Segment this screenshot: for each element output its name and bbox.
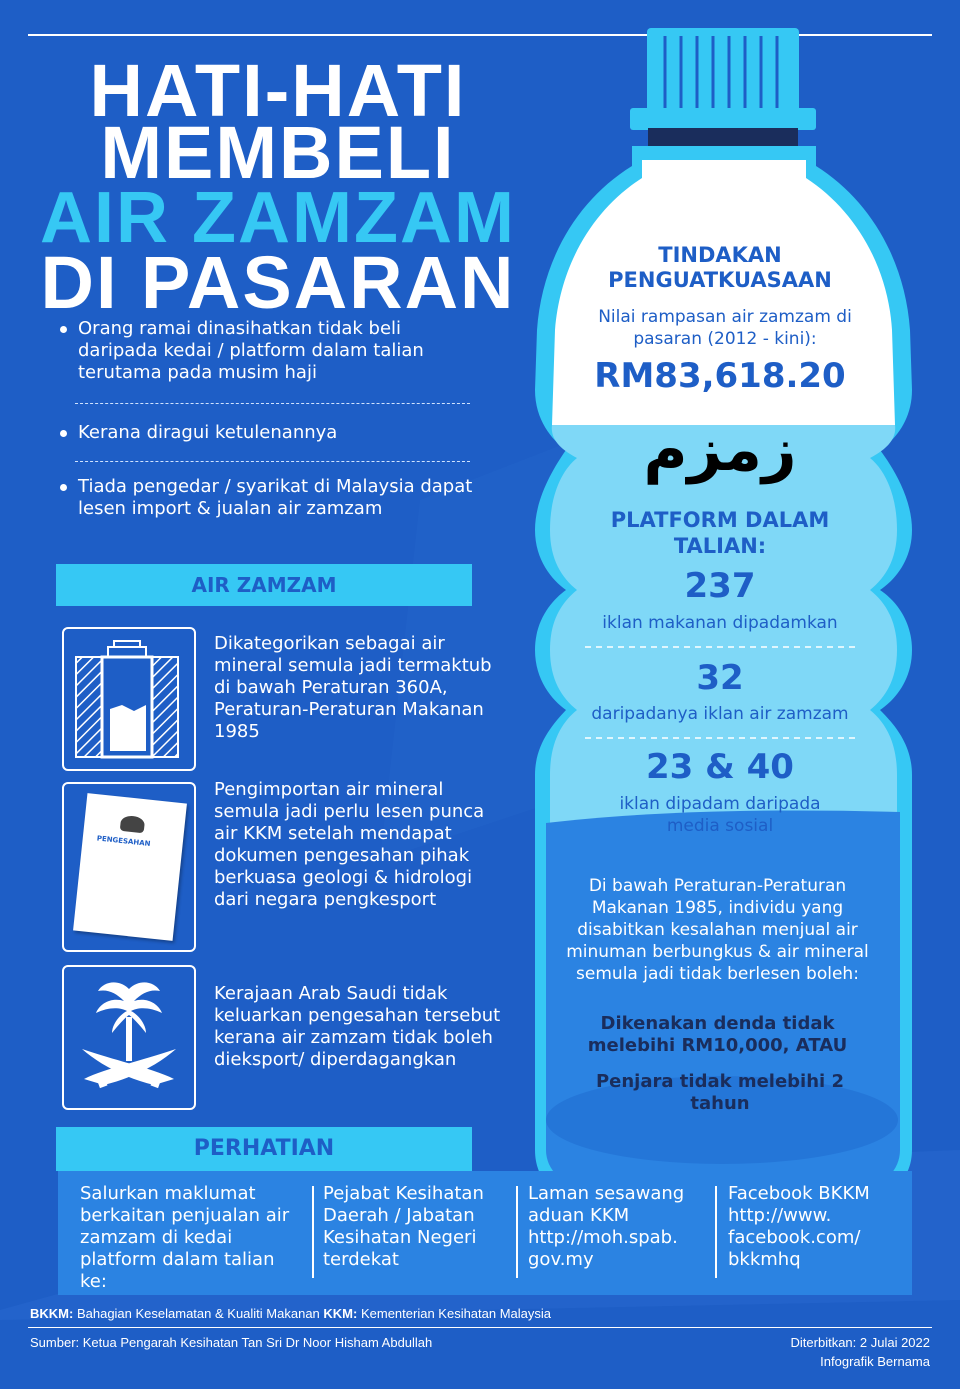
title-line-1: HATI-HATI — [89, 49, 467, 132]
title-line-3: AIR ZAMZAM — [40, 178, 516, 258]
info-text: Pengimportan air mineral semula jadi perlu lesen punca air KKM setelah mendapat dokumen pengesahan pihak berkuasa geologi & hidrologi dari negara pengkesport — [214, 779, 485, 910]
air-zamzam-heading: AIR ZAMZAM — [56, 564, 472, 606]
seizure-caption: Nilai rampasan air zamzam di pasaran (2012 - kini): — [598, 307, 852, 349]
seizure-value: RM83,618.20 — [594, 356, 846, 396]
report-channel: Facebook BKKM http://www. facebook.com/ bkkmhq — [728, 1183, 870, 1270]
abbr-value: Bahagian Keselamatan & Kualiti Makanan — [76, 1306, 320, 1321]
perhatian-heading: PERHATIAN — [56, 1127, 472, 1171]
stat-value: 32 — [696, 658, 744, 698]
abbr-key: KKM: — [323, 1306, 358, 1321]
stat-label: daripadanya iklan air zamzam — [591, 704, 849, 724]
abbr-key: BKKM: — [30, 1306, 74, 1321]
stat-value: 237 — [684, 566, 756, 606]
arabic-zamzam-label: زمزم — [643, 415, 797, 485]
column-divider — [312, 1186, 314, 1278]
bullet-text: Tiada pengedar / syarikat di Malaysia dapat lesen import & jualan air zamzam — [78, 476, 473, 519]
info-text: Kerajaan Arab Saudi tidak keluarkan pengesahan tersebut kerana air zamzam tidak boleh dieksport/ diperdagangkan — [214, 983, 501, 1070]
document-label: PENGESAHAN — [96, 834, 151, 848]
title-line-2: MEMBELI — [100, 111, 456, 194]
title-line-4: DI PASARAN — [40, 241, 516, 324]
bullet-text: Kerana diragui ketulenannya — [78, 422, 338, 443]
column-divider — [516, 1186, 518, 1278]
stat-label: iklan makanan dipadamkan — [602, 613, 838, 633]
source-text: Sumber: Ketua Pengarah Kesihatan Tan Sri Dr Noor Hisham Abdullah — [30, 1335, 433, 1350]
stat-label: iklan dipadam daripada media sosial — [619, 794, 821, 836]
footer-divider — [28, 1327, 932, 1328]
abbr-value: Kementerian Kesihatan Malaysia — [360, 1306, 552, 1321]
report-channel: Pejabat Kesihatan Daerah / Jabatan Kesihatan Negeri terdekat — [323, 1183, 484, 1270]
credit-text: Infografik Bernama — [820, 1354, 930, 1369]
published-date: Diterbitkan: 2 Julai 2022 — [790, 1335, 930, 1350]
perhatian-intro: Salurkan maklumat berkaitan penjualan air zamzam di kedai platform dalam talian ke: — [80, 1183, 290, 1292]
penalty-jail: Penjara tidak melebihi 2 tahun — [595, 1071, 845, 1114]
penalty-fine: Dikenakan denda tidak melebihi RM10,000, ATAU — [587, 1013, 848, 1056]
bullet-text: Orang ramai dinasihatkan tidak beli daripada kedai / platform dalam talian terutama pada musim haji — [78, 318, 424, 383]
report-channel: Laman sesawang aduan KKM http://moh.spab. gov.my — [528, 1183, 685, 1270]
enforcement-title: TINDAKAN PENGUATKUASAAN — [608, 243, 832, 292]
stat-value: 23 & 40 — [646, 747, 794, 787]
abbreviations — [30, 1306, 551, 1321]
law-text: Di bawah Peraturan-Peraturan Makanan 1985, individu yang disabitkan kesalahan menjual air minuman berbungkus & air mineral semula jadi tidak berlesen boleh: — [566, 876, 869, 984]
info-text: Dikategorikan sebagai air mineral semula jadi termaktub di bawah Peraturan 360A, Peraturan-Peraturan Makanan 1985 — [214, 633, 492, 742]
online-platform-title: PLATFORM DALAM TALIAN: — [610, 508, 830, 558]
column-divider — [715, 1186, 717, 1278]
